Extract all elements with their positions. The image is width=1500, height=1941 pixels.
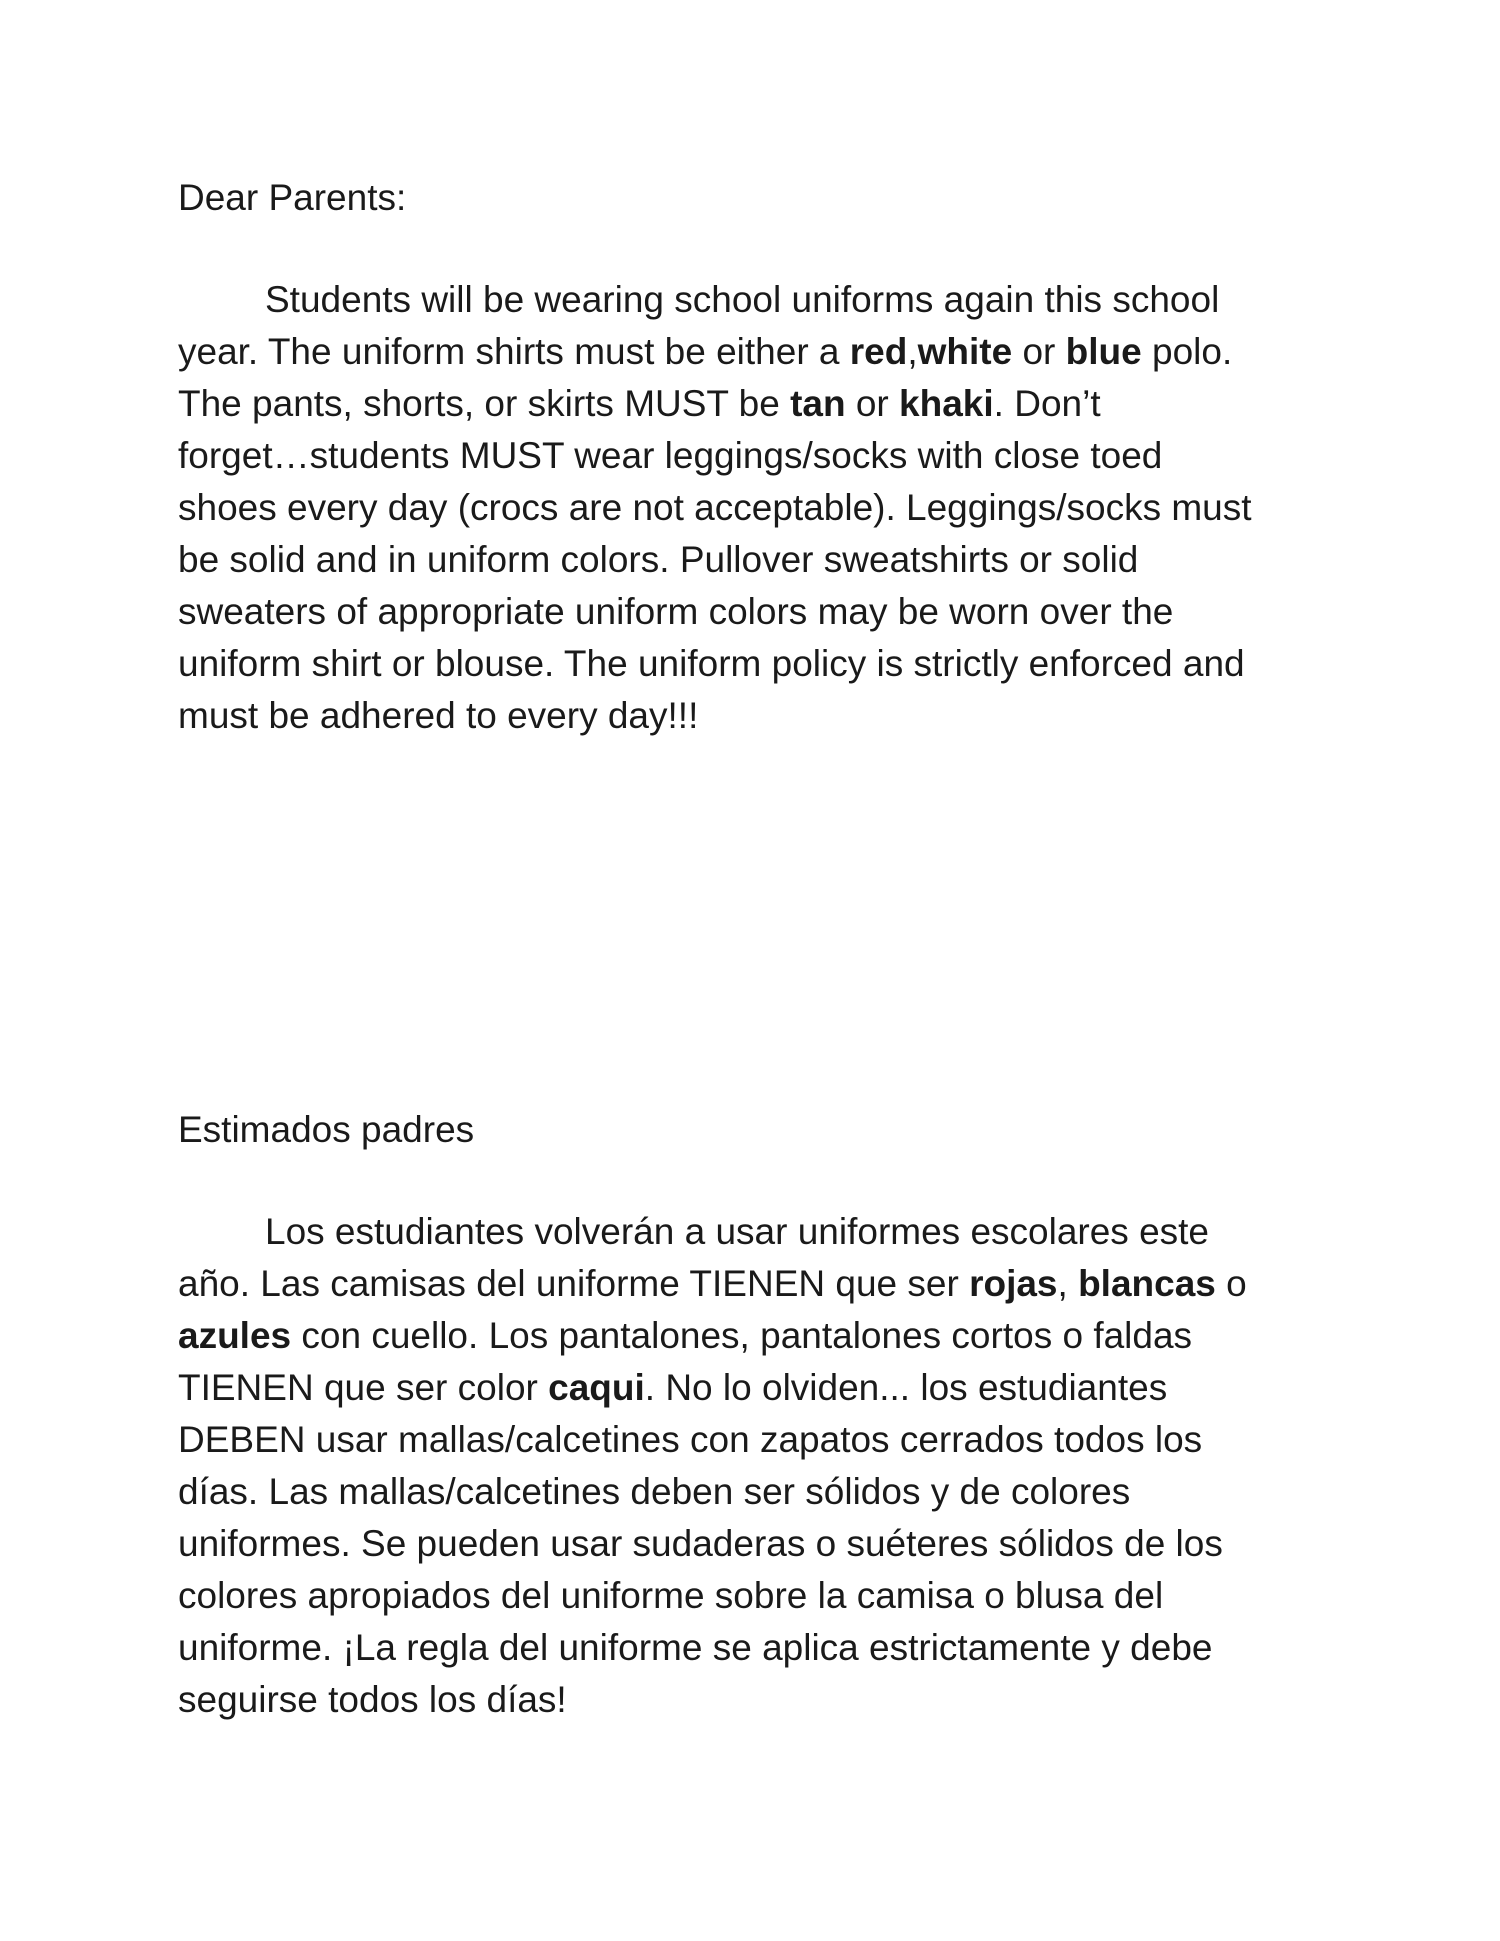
paragraph-line: azules con cuello. Los pantalones, pantalones cortos o faldas bbox=[178, 1315, 1193, 1356]
paragraph-line: must be adhered to every day!!! bbox=[178, 695, 699, 736]
paragraph-line: DEBEN usar mallas/calcetines con zapatos cerrados todos los bbox=[178, 1419, 1203, 1460]
paragraph-line: year. The uniform shirts must be either a red,white or blue polo. bbox=[178, 331, 1233, 372]
paragraph-line: uniformes. Se pueden usar sudaderas o suéteres sólidos de los bbox=[178, 1523, 1223, 1564]
body-paragraph-spanish bbox=[178, 1206, 1328, 1726]
bold-emphasis: white bbox=[917, 331, 1013, 372]
paragraph-line: forget…students MUST wear leggings/socks with close toed bbox=[178, 435, 1163, 476]
paragraph-line: colores apropiados del uniforme sobre la camisa o blusa del bbox=[178, 1575, 1164, 1616]
body-paragraph-english bbox=[178, 274, 1328, 742]
bold-emphasis: blancas bbox=[1078, 1263, 1216, 1304]
bold-emphasis: red bbox=[849, 331, 908, 372]
paragraph-line: TIENEN que ser color caqui. No lo olviden... los estudiantes bbox=[178, 1367, 1168, 1408]
letter-english bbox=[178, 172, 1328, 742]
paragraph-line: días. Las mallas/calcetines deben ser sólidos y de colores bbox=[178, 1471, 1131, 1512]
salutation-english: Dear Parents: bbox=[178, 177, 407, 218]
paragraph-line: shoes every day (crocs are not acceptable). Leggings/socks must bbox=[178, 487, 1252, 528]
salutation-spanish: Estimados padres bbox=[178, 1109, 475, 1150]
paragraph-line: The pants, shorts, or skirts MUST be tan or khaki. Don’t bbox=[178, 383, 1101, 424]
paragraph-line: año. Las camisas del uniforme TIENEN que ser rojas, blancas o bbox=[178, 1263, 1247, 1304]
paragraph-line: sweaters of appropriate uniform colors may be worn over the bbox=[178, 591, 1174, 632]
bold-emphasis: tan bbox=[790, 383, 846, 424]
paragraph-line: be solid and in uniform colors. Pullover sweatshirts or solid bbox=[178, 539, 1139, 580]
paragraph-line: Los estudiantes volverán a usar uniformes escolares este bbox=[265, 1211, 1210, 1252]
paragraph-line: uniforme. ¡La regla del uniforme se aplica estrictamente y debe bbox=[178, 1627, 1213, 1668]
bold-emphasis: caqui bbox=[548, 1367, 645, 1408]
paragraph-line: uniform shirt or blouse. The uniform policy is strictly enforced and bbox=[178, 643, 1245, 684]
bold-emphasis: azules bbox=[178, 1315, 292, 1356]
bold-emphasis: blue bbox=[1065, 331, 1142, 372]
bold-emphasis: rojas bbox=[969, 1263, 1058, 1304]
paragraph-line: Students will be wearing school uniforms again this school bbox=[265, 279, 1220, 320]
letter-spanish bbox=[178, 1104, 1328, 1726]
bold-emphasis: khaki bbox=[899, 383, 994, 424]
paragraph-line: seguirse todos los días! bbox=[178, 1679, 567, 1720]
